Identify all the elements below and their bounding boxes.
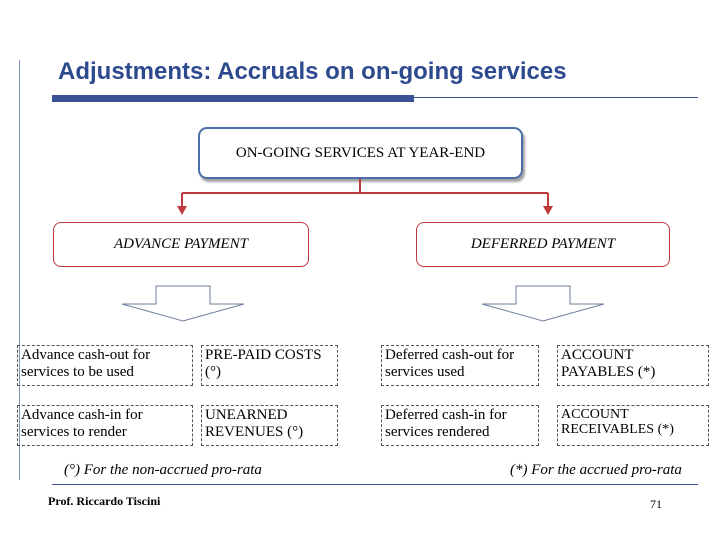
advance-payment-box: ADVANCE PAYMENT	[53, 222, 309, 267]
page-number: 71	[650, 497, 662, 511]
advance-cash-out-cell: Advance cash-out for services to be used	[17, 345, 193, 386]
arrowhead-left	[177, 206, 187, 215]
non-accrued-note: (°) For the non-accrued pro-rata	[64, 462, 262, 478]
prepaid-costs-cell: PRE-PAID COSTS (°)	[201, 345, 338, 386]
accrued-note: (*) For the accrued pro-rata	[510, 462, 682, 478]
ongoing-services-box: ON-GOING SERVICES AT YEAR-END	[198, 127, 523, 179]
slide-title: Adjustments: Accruals on on-going services	[58, 58, 567, 85]
deferred-cash-in-cell: Deferred cash-in for services rendered	[381, 405, 539, 446]
unearned-revenues-cell: UNEARNED REVENUES (°)	[201, 405, 338, 446]
advance-cash-in-cell: Advance cash-in for services to render	[17, 405, 193, 446]
down-arrow-left	[122, 286, 244, 321]
account-receivables-cell: ACCOUNT RECEIVABLES (*)	[557, 405, 709, 446]
split-connector	[182, 179, 548, 208]
account-payables-cell: ACCOUNT PAYABLES (*)	[557, 345, 709, 386]
down-arrow-right	[482, 286, 604, 321]
arrowhead-right	[543, 206, 553, 215]
deferred-cash-out-cell: Deferred cash-out for services used	[381, 345, 539, 386]
footer-line	[52, 484, 698, 485]
author-name: Prof. Riccardo Tiscini	[48, 494, 161, 508]
deferred-payment-box: DEFERRED PAYMENT	[416, 222, 670, 267]
